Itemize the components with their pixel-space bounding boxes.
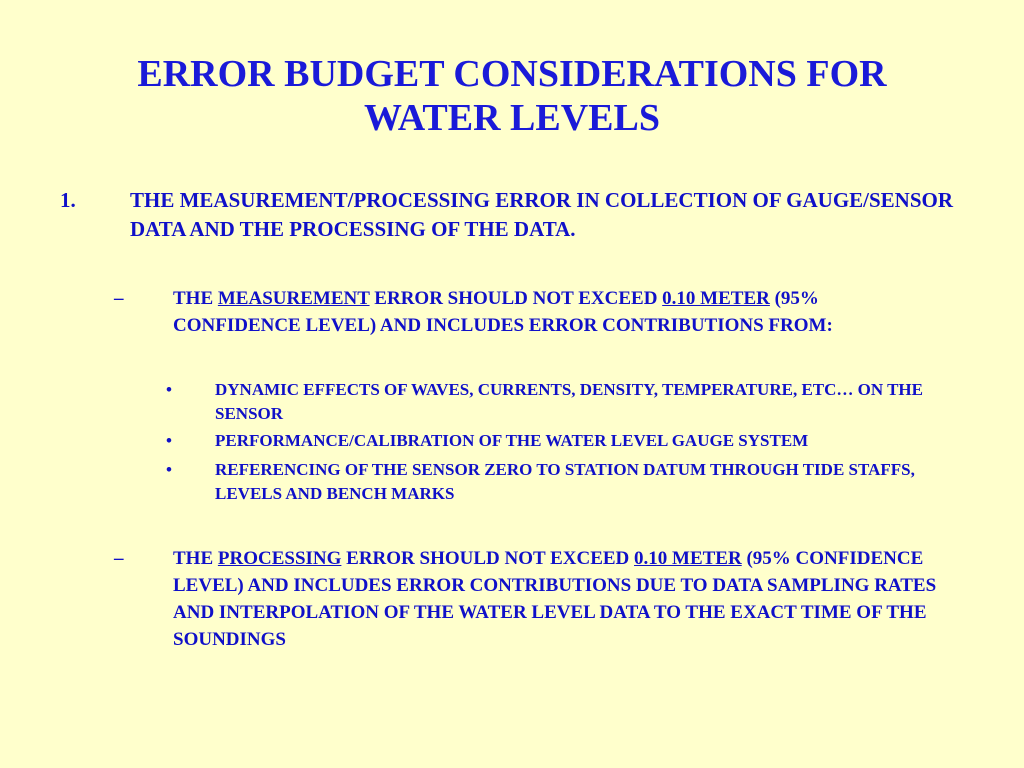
bullet-item-2-text: PERFORMANCE/CALIBRATION OF THE WATER LEVEL GAUGE SYSTEM xyxy=(215,431,809,450)
text-segment: ERROR SHOULD NOT EXCEED xyxy=(341,548,635,569)
slide-title-line-2: WATER LEVELS xyxy=(363,97,660,139)
error-limit: 0.10 METER xyxy=(662,288,770,309)
slide-title-line-1: ERROR BUDGET CONSIDERATIONS FOR xyxy=(137,53,887,95)
text-segment: ERROR SHOULD NOT EXCEED xyxy=(369,288,663,309)
list-item-1-text: THE MEASUREMENT/PROCESSING ERROR IN COLLECTION OF GAUGE/SENSOR DATA AND THE PROCESSING OF THE DATA. xyxy=(130,188,954,241)
list-number: 1. xyxy=(60,188,76,212)
sub-item-processing xyxy=(114,545,944,653)
sub-item-measurement xyxy=(114,285,934,339)
bullet-item-1-text: DYNAMIC EFFECTS OF WAVES, CURRENTS, DENSITY, TEMPERATURE, ETC… ON THE SENSOR xyxy=(215,380,923,423)
underlined-term: PROCESSING xyxy=(217,548,342,569)
text-segment: THE xyxy=(173,548,218,569)
bullet-item-1 xyxy=(166,378,926,426)
bullet-marker: • xyxy=(166,380,172,399)
sub-item-processing-text xyxy=(173,545,944,653)
bullet-item-3-text: REFERENCING OF THE SENSOR ZERO TO STATION DATUM THROUGH TIDE STAFFS, LEVELS AND BENCH MARKS xyxy=(215,460,915,503)
error-limit: 0.10 METER xyxy=(634,548,742,569)
text-segment: THE xyxy=(173,288,218,309)
underlined-term: MEASUREMENT xyxy=(217,288,370,309)
bullet-marker: • xyxy=(166,460,172,479)
slide-title xyxy=(40,52,984,140)
bullet-marker: • xyxy=(166,431,172,450)
bullet-item-3 xyxy=(166,458,966,506)
dash-marker: – xyxy=(114,288,124,309)
sub-item-measurement-text xyxy=(173,285,934,339)
text-segment: (95% CONFIDENCE LEVEL) AND INCLUDES ERROR CONTRIBUTIONS FROM: xyxy=(173,288,833,336)
dash-marker: – xyxy=(114,548,124,569)
bullet-item-2 xyxy=(166,429,966,453)
text-segment: (95% CONFIDENCE LEVEL) AND INCLUDES ERROR CONTRIBUTIONS DUE TO DATA SAMPLING RATES AND INTERPOLATION OF THE WATER LEVEL DATA TO THE EXACT TIME OF THE SOUNDINGS xyxy=(173,548,937,650)
list-item-1 xyxy=(60,186,960,244)
